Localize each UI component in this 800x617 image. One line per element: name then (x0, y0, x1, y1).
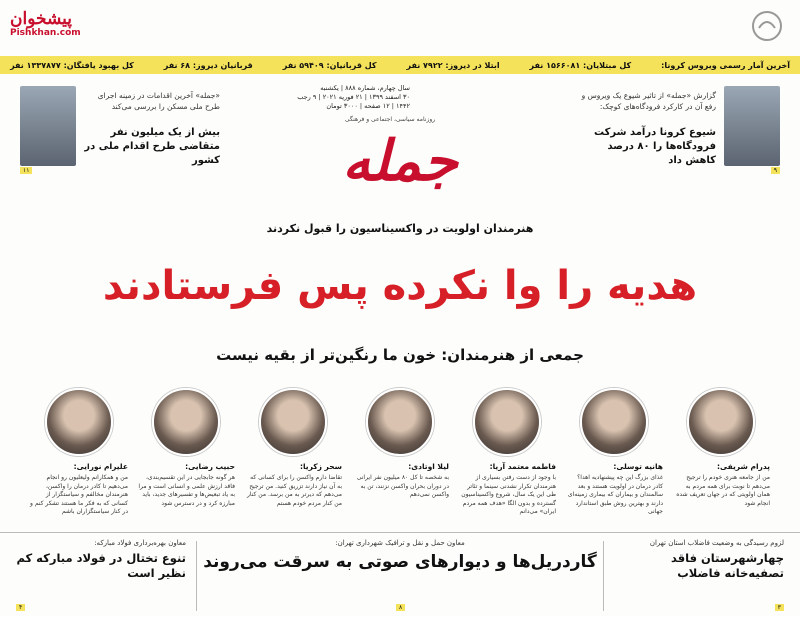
story-steel[interactable] (16, 533, 186, 617)
page-number-badge: ۹ (771, 167, 780, 174)
artist-quote: من و همکارانم ولیعلیون رو انجام می‌دهیم تا کادر درمان را واکسن، هنرمندان مخالفم و سیاستگزار از کسانی که به فکر ما هستند تشکر کنم و در کنار سیاستگزاران باشم (30, 474, 128, 515)
teaser-title: بیش از یک میلیون نفر متقاضی طرح اقدام ملی در کشور (84, 127, 220, 166)
mashregh-logo-icon (750, 10, 784, 42)
artist-card[interactable] (30, 384, 128, 524)
artist-name: حبیب رضایی: (185, 462, 235, 471)
ticker-item: آخرین آمار رسمی ویروس کرونا: (661, 60, 790, 70)
page-number-badge: ۸ (396, 604, 405, 611)
bottom-stories (0, 532, 800, 617)
issue-line: ۳۰ اسفند ۱۳۹۹ | ۲۱ فوریه ۲۰۲۱ | ۹ رجب ۱۴۴۲ | ۱۲ صفحه | ۳۰۰۰ تومان (297, 93, 410, 110)
teaser-airports[interactable] (580, 86, 780, 176)
issue-line: سال چهارم، شماره ۸۸۸ | یکشنبه (320, 84, 410, 92)
teaser-photo (20, 86, 76, 166)
artist-quote: به شخصه تا کل ۸۰ میلیون نفر ایرانی در دوران بحران واکسن نزنند، تن به واکسن نمی‌دهم (356, 474, 449, 498)
story-kicker: معاون بهره‌برداری فولاد مبارکه: (94, 539, 186, 547)
avatar (366, 388, 434, 456)
artist-quote: با وجود از دست رفتن بسیاری از هنرمندان تکرار نشدنی سینما و تئاتر طی این یک سال، شروع واکسیناسیون گسترده و بدون الگا «هدف همه مردم ایران» می‌دانم (461, 474, 556, 515)
artist-name: هانیه توسلی: (613, 462, 663, 471)
avatar (152, 388, 220, 456)
avatar (45, 388, 113, 456)
ticker-item: قربانیان دیروز: ۶۸ نفر (163, 60, 253, 70)
main-headline[interactable]: هدیه را وا نکرده پس فرستادند (102, 263, 698, 309)
page-number-badge: ۱۱ (20, 167, 32, 174)
artist-quote: هر گونه جابجایی در این تقسیم‌بندی، فاقد ارزش علمی و انسانی است و مرا به یاد تبعیض‌ها و تفسیرهای جدید، باید مبارزه کرد و در دسترس شود (138, 474, 235, 507)
story-guardrails[interactable] (200, 533, 600, 617)
teaser-photo (724, 86, 780, 166)
artist-quote: تقاضا دارم واکسن را برای کسانی که به آن نیاز دارند تزریق کنید. من ترجیح می‌دهم که دیرتر به من برسد. من کنار من کنار مردم خودم هستم (246, 474, 342, 507)
avatar (580, 388, 648, 456)
artists-row (30, 384, 770, 524)
ticker-item: کل قربانیان: ۵۹۴۰۹ نفر (282, 60, 377, 70)
teaser-kicker: گزارش «جمله» از تاثیر شیوع یک ویروس و رفع آن در کارکرد فرودگاه‌های کوچک: (581, 91, 716, 111)
artist-quote: من از جامعه هنری خودم را ترجیح می‌دهم تا نوبت برای همه مردم به همان اولویتی که در جهان تعریف شده انجام شود (676, 474, 770, 507)
avatar (259, 388, 327, 456)
ticker-item: کل بهبود یافتگان: ۱۳۳۷۸۷۷ نفر (10, 60, 134, 70)
avatar (687, 388, 755, 456)
artist-name: فاطمه معتمد آریا: (489, 462, 556, 471)
pishkhan-logo-fa: پیشخوان (10, 9, 72, 29)
artist-card[interactable] (565, 384, 663, 524)
sub-headline: جمعی از هنرمندان: خون ما رنگین‌تر از بقیه نیست (216, 346, 584, 364)
ticker-item: ابتلا در دیروز: ۷۹۲۲ نفر (406, 60, 500, 70)
artist-name: سحر زکریا: (299, 462, 342, 471)
covid-ticker (0, 56, 800, 74)
headline-kicker: هنرمندان اولویت در واکسیناسیون را قبول نکردند (266, 222, 534, 235)
artist-card[interactable] (137, 384, 235, 524)
story-sewage[interactable] (614, 533, 784, 617)
teaser-kicker: «جمله» آخرین اقدامات در زمینه اجرای طرح ملی مسکن را بررسی می‌کند (97, 91, 220, 111)
artist-name: پدرام شریفی: (717, 462, 770, 471)
story-title: تنوع تختال در فولاد مبارکه کم نظیر است (16, 551, 186, 580)
artist-card[interactable] (351, 384, 449, 524)
masthead-logo: جمله (342, 128, 458, 194)
story-title: گاردریل‌ها و دیوارهای صوتی به سرقت می‌روند (203, 552, 597, 572)
ticker-item: کل مبتلایان: ۱۵۶۶۰۸۱ نفر (529, 60, 632, 70)
artist-card[interactable] (244, 384, 342, 524)
teaser-title: شیوع کرونا درآمد شرکت فرودگاه‌ها را ۸۰ درصد کاهش داد (594, 127, 716, 166)
story-title: چهارشهرستان فاقد تصفیه‌خانه فاضلاب (670, 551, 784, 580)
avatar (473, 388, 541, 456)
masthead (320, 118, 480, 206)
pishkhan-logo-en: Pishkhan.com (10, 28, 81, 38)
issue-info (290, 84, 410, 111)
story-kicker: معاون حمل و نقل و ترافیک شهرداری تهران: (335, 539, 465, 547)
teaser-housing[interactable] (20, 86, 220, 176)
artist-card[interactable] (672, 384, 770, 524)
page-number-badge: ۳ (775, 604, 784, 611)
artist-quote: غذای بزرگ این چه پیشنهادیه اهدا؟ کادر درمان در اولویت هستند و بعد سالمندان و بیماران که بیماری زمینه‌ای دارند و بهترین روش طبق استاندارد جهانی (567, 474, 663, 515)
artist-name: علیرام نورایی: (73, 462, 128, 471)
column-divider (196, 541, 197, 611)
masthead-tagline: روزنامه سیاسی، اجتماعی و فرهنگی (344, 116, 436, 123)
page-number-badge: ۴ (16, 604, 25, 611)
artist-name: لیلا اوتادی: (408, 462, 449, 471)
pishkhan-logo[interactable] (10, 9, 81, 38)
story-kicker: لزوم رسیدگی به وضعیت فاضلاب استان تهران (649, 539, 784, 547)
column-divider (603, 541, 604, 611)
artist-card[interactable] (458, 384, 556, 524)
